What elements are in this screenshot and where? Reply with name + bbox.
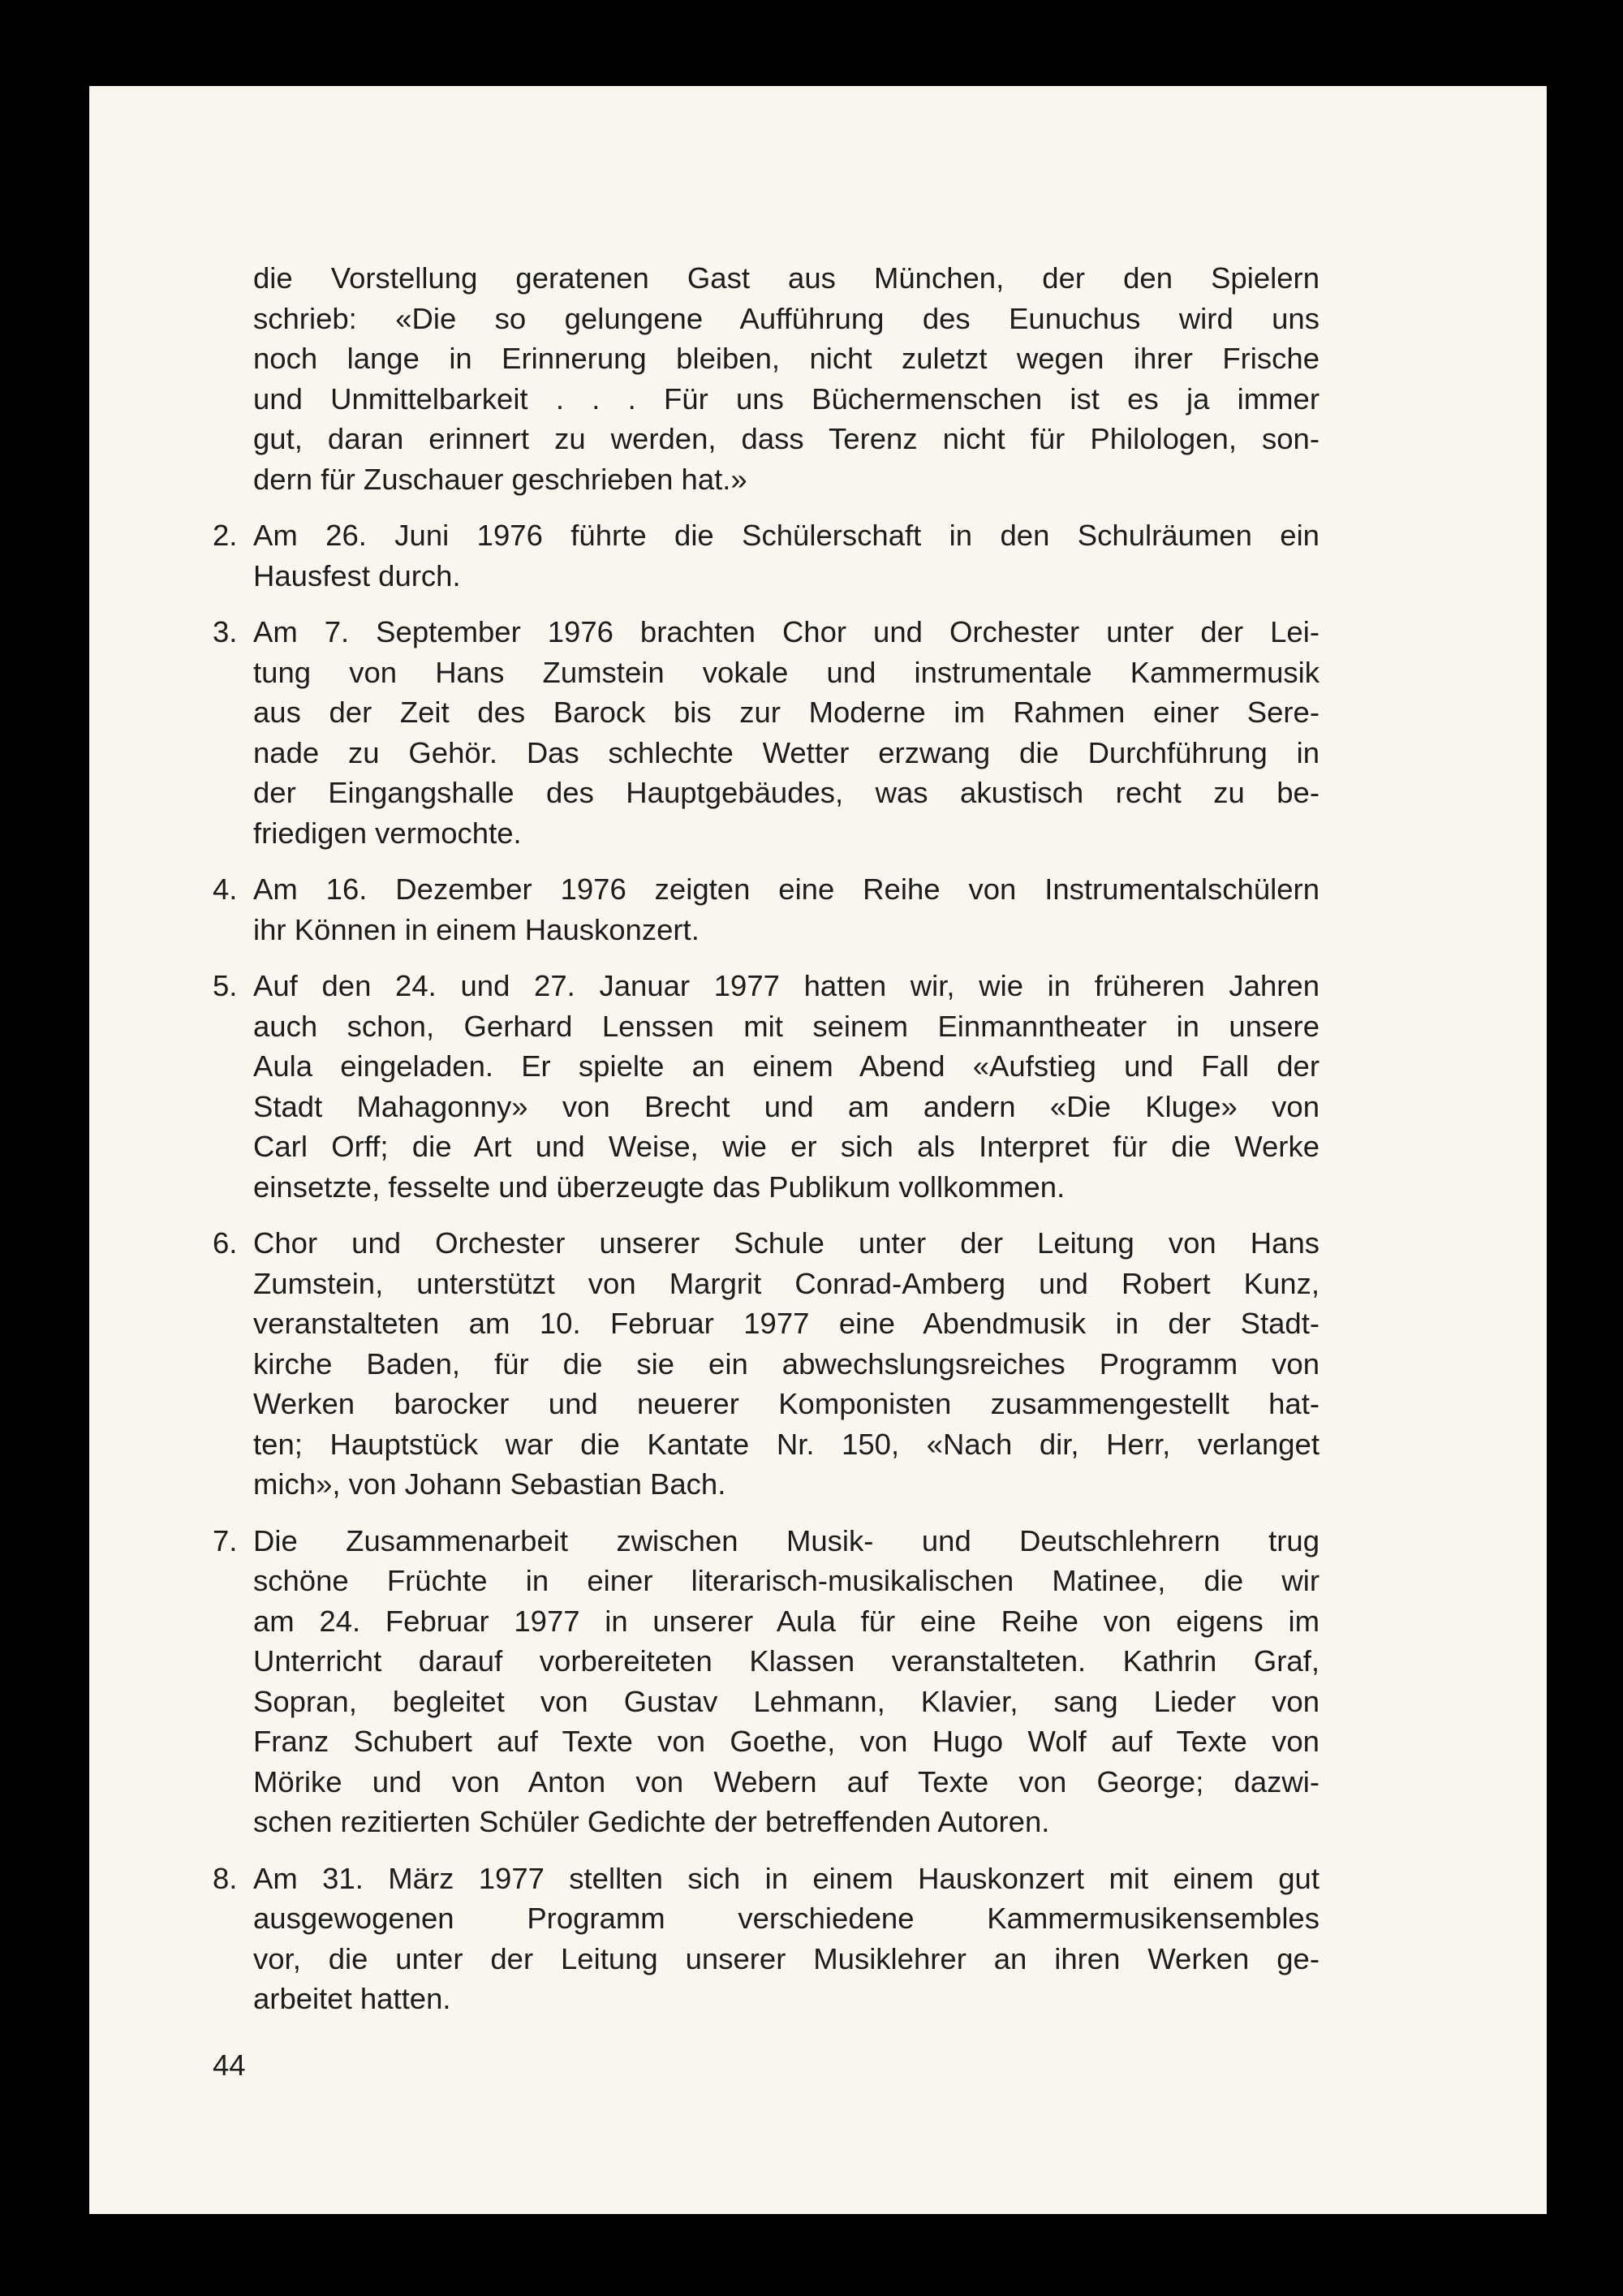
text-line: friedigen vermochte. (253, 816, 522, 850)
text-line: und Unmittelbarkeit . . . Für uns Büchermenschen ist es ja immer (253, 381, 1319, 416)
text-line: Am 7. September 1976 brachten Chor und Orchester unter der Lei- (253, 615, 1319, 648)
text-line: arbeitet hatten. (253, 1982, 451, 2015)
text-line: mich», von Johann Sebastian Bach. (253, 1467, 726, 1501)
text-line: Chor und Orchester unserer Schule unter der Leitung von Hans (253, 1226, 1319, 1260)
text-line: Am 26. Juni 1976 führte die Schülerschaft in den Schulräumen ein (253, 519, 1319, 552)
text-line: Stadt Mahagonny» von Brecht und am andern «Die Kluge» von (253, 1089, 1319, 1123)
text-line: noch lange in Erinnerung bleiben, nicht zuletzt wegen ihrer Frische (253, 342, 1319, 375)
text-line: Carl Orff; die Art und Weise, wie er sich als Interpret für die Werke (253, 1130, 1319, 1163)
list-item-number: 4. (213, 872, 238, 906)
page-number: 44 (213, 2048, 246, 2082)
text-line: einsetzte, fesselte und überzeugte das Publikum vollkommen. (253, 1170, 1065, 1204)
text-line: vor, die unter der Leitung unserer Musiklehrer an ihren Werken ge- (253, 1941, 1319, 1975)
text-line: Die Zusammenarbeit zwischen Musik- und Deutschlehrern trug (253, 1523, 1319, 1557)
text-line: gut, daran erinnert zu werden, dass Terenz nicht für Philologen, son- (253, 422, 1319, 455)
text-line: die Vorstellung geratenen Gast aus München, der den Spielern (253, 261, 1319, 295)
list-item (213, 1223, 1319, 1505)
text-line: veranstalteten am 10. Februar 1977 eine Abendmusik in der Stadt- (253, 1307, 1319, 1340)
text-line: Hausfest durch. (253, 558, 461, 592)
list-item-number: 5. (213, 969, 238, 1002)
numbered-list (213, 515, 1319, 2019)
list-item-number: 2. (213, 519, 238, 552)
text-line: dern für Zuschauer geschrieben hat.» (253, 462, 747, 496)
list-item-number: 6. (213, 1226, 238, 1260)
text-line: schöne Früchte in einer literarisch-musikalischen Matinee, die wir (253, 1564, 1319, 1597)
list-item-number: 8. (213, 1861, 238, 1895)
list-item (213, 1859, 1319, 2019)
text-line: kirche Baden, für die sie ein abwechslungsreiches Programm von (253, 1346, 1319, 1381)
text-line: ten; Hauptstück war die Kantate Nr. 150, «Nach dir, Herr, verlanget (253, 1427, 1319, 1461)
text-line: Aula eingeladen. Er spielte an einem Abend «Aufstieg und Fall der (253, 1049, 1319, 1083)
text-line: nade zu Gehör. Das schlechte Wetter erzwang die Durchführung in (253, 735, 1319, 769)
list-item (213, 515, 1319, 596)
list-item (213, 869, 1319, 950)
text-line: Franz Schubert auf Texte von Goethe, von Hugo Wolf auf Texte von (253, 1725, 1319, 1758)
text-line: Werken barocker und neuerer Komponisten zusammengestellt hat- (253, 1387, 1319, 1420)
text-line: Zumstein, unterstützt von Margrit Conrad-Amberg und Robert Kunz, (253, 1266, 1319, 1300)
body-text (213, 258, 1319, 2019)
list-item (213, 966, 1319, 1207)
text-line: tung von Hans Zumstein vokale und instrumentale Kammermusik (253, 655, 1319, 689)
list-item (213, 612, 1319, 853)
text-line: Auf den 24. und 27. Januar 1977 hatten wir, wie in früheren Jahren (253, 969, 1319, 1002)
list-item-number: 3. (213, 615, 238, 648)
list-item-number: 7. (213, 1523, 238, 1557)
text-line: aus der Zeit des Barock bis zur Moderne im Rahmen einer Sere- (253, 696, 1319, 729)
text-line: Unterricht darauf vorbereiteten Klassen veranstalteten. Kathrin Graf, (253, 1644, 1319, 1678)
text-line: der Eingangshalle des Hauptgebäudes, was akustisch recht zu be- (253, 776, 1319, 809)
text-line: Mörike und von Anton von Webern auf Texte von George; dazwi- (253, 1764, 1319, 1798)
text-line: ihr Können in einem Hauskonzert. (253, 912, 700, 946)
text-line: Am 31. März 1977 stellten sich in einem Hauskonzert mit einem gut (253, 1861, 1319, 1895)
list-item (213, 1521, 1319, 1842)
text-line: am 24. Februar 1977 in unserer Aula für eine Reihe von eigens im (253, 1604, 1319, 1638)
text-line: auch schon, Gerhard Lenssen mit seinem Einmanntheater in unsere (253, 1009, 1319, 1043)
text-line: schen rezitierten Schüler Gedichte der betreffenden Autoren. (253, 1805, 1050, 1838)
text-line: Sopran, begleitet von Gustav Lehmann, Klavier, sang Lieder von (253, 1684, 1319, 1718)
continuation-paragraph (253, 258, 1319, 499)
text-line: Am 16. Dezember 1976 zeigten eine Reihe von Instrumentalschülern (253, 872, 1319, 906)
text-line: ausgewogenen Programm verschiedene Kammermusikensembles (253, 1902, 1319, 1935)
text-line: schrieb: «Die so gelungene Aufführung des Eunuchus wird uns (253, 301, 1319, 335)
